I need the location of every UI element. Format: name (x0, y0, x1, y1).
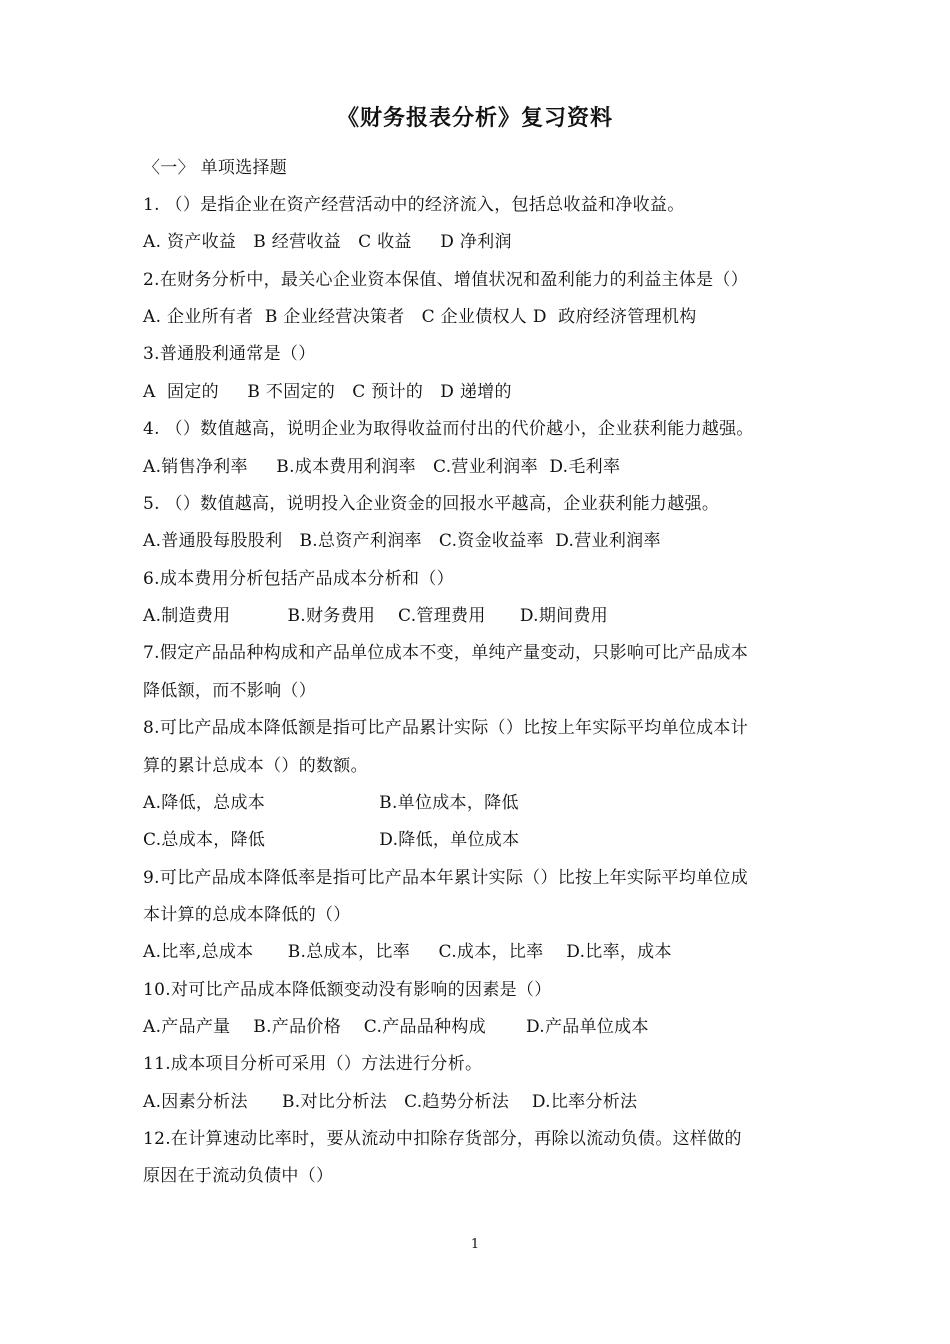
question-5-options: A.普通股每股股利 B.总资产利润率 C.资金收益率 D.营业利润率 (143, 531, 661, 551)
question-10-options: A.产品产量 B.产品价格 C.产品品种构成 D.产品单位成本 (143, 1017, 649, 1037)
question-11-options: A.因素分析法 B.对比分析法 C.趋势分析法 D.比率分析法 (143, 1092, 638, 1112)
question-7-line-1: 7.假定产品品种构成和产品单位成本不变，单纯产量变动，只影响可比产品成本 (143, 643, 749, 663)
question-10: 10.对可比产品成本降低额变动没有影响的因素是（） (143, 980, 552, 1000)
question-12-line-1: 12.在计算速动比率时，要从流动中扣除存货部分，再除以流动负债。这样做的 (143, 1129, 742, 1149)
question-2-options: A. 企业所有者 B 企业经营决策者 C 企业债权人 D 政府经济管理机构 (143, 307, 697, 327)
section-heading: 〈一〉 单项选择题 (143, 158, 288, 178)
question-8-options-row-1: A.降低，总成本 B.单位成本，降低 (143, 793, 519, 813)
question-3: 3.普通股利通常是（） (143, 344, 316, 364)
question-1: 1. （）是指企业在资产经营活动中的经济流入，包括总收益和净收益。 (143, 195, 685, 215)
question-4: 4. （）数值越高，说明企业为取得收益而付出的代价越小，企业获利能力越强。 (143, 419, 754, 439)
question-11: 11.成本项目分析可采用（）方法进行分析。 (143, 1054, 483, 1074)
question-6-options: A.制造费用 B.财务费用 C.管理费用 D.期间费用 (143, 606, 609, 626)
question-2: 2.在财务分析中，最关心企业资本保值、增值状况和盈利能力的利益主体是（） (143, 270, 749, 290)
question-7-line-2: 降低额，而不影响（） (143, 681, 316, 701)
question-5: 5. （）数值越高，说明投入企业资金的回报水平越高，企业获利能力越强。 (143, 494, 720, 514)
document-title: 《财务报表分析》复习资料 (336, 105, 613, 131)
question-1-options: A. 资产收益 B 经营收益 C 收益 D 净利润 (143, 232, 512, 252)
question-8-line-1: 8.可比产品成本降低额是指可比产品累计实际（）比按上年实际平均单位成本计 (143, 718, 749, 738)
question-9-line-1: 9.可比产品成本降低率是指可比产品本年累计实际（）比按上年实际平均单位成 (143, 868, 749, 888)
page-number: 1 (470, 1237, 480, 1252)
question-8-options-row-2: C.总成本，降低 D.降低，单位成本 (143, 830, 520, 850)
question-3-options: A 固定的 B 不固定的 C 预计的 D 递增的 (143, 382, 512, 402)
question-12-line-2: 原因在于流动负债中（） (143, 1166, 334, 1186)
question-8-line-2: 算的累计总成本（）的数额。 (143, 756, 368, 776)
question-9-line-2: 本计算的总成本降低的（） (143, 905, 351, 925)
question-9-options: A.比率,总成本 B.总成本，比率 C.成本，比率 D.比率，成本 (143, 942, 672, 962)
question-6: 6.成本费用分析包括产品成本分析和（） (143, 569, 454, 589)
question-4-options: A.销售净利率 B.成本费用利润率 C.营业利润率 D.毛利率 (143, 457, 621, 477)
